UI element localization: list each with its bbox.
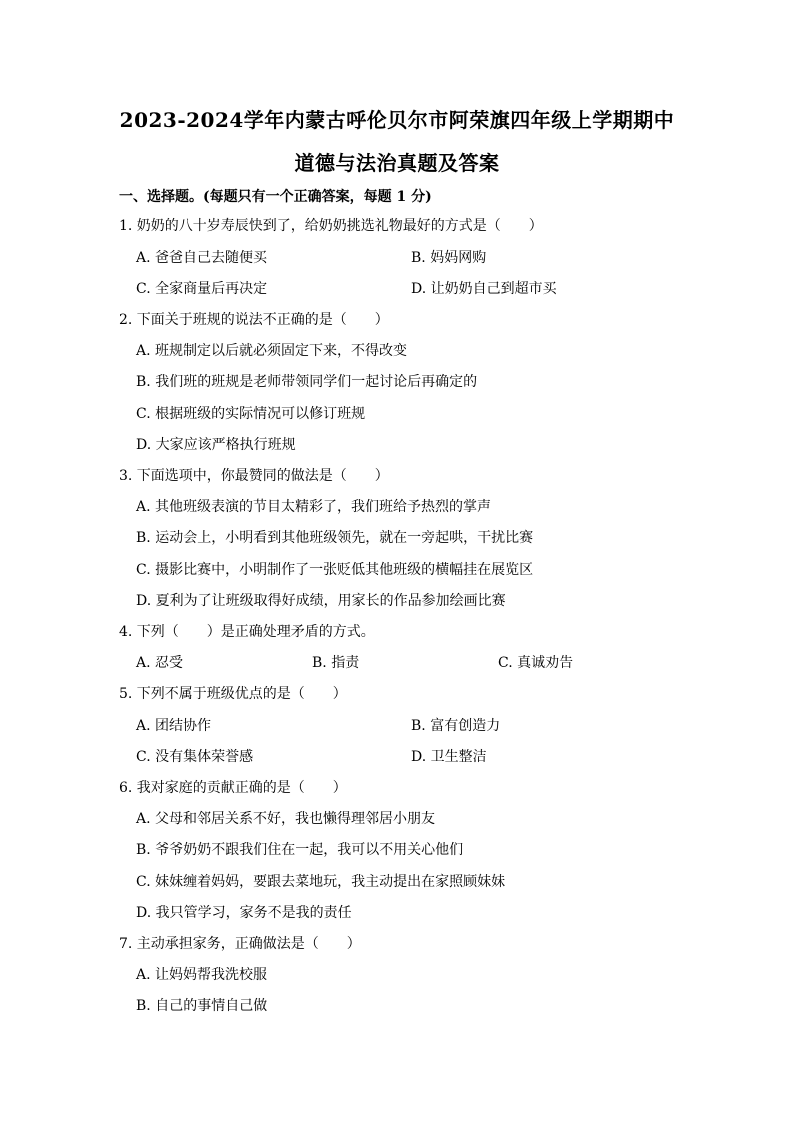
- question-stem: 2. 下面关于班规的说法不正确的是（ ）: [119, 312, 389, 328]
- question-option: C. 真诚劝告: [498, 655, 574, 671]
- question-option: B. 自己的事情自己做: [136, 998, 268, 1014]
- question-stem: 1. 奶奶的八十岁寿辰快到了，给奶奶挑选礼物最好的方式是（ ）: [119, 218, 543, 234]
- question-option: A. 爸爸自己去随便买: [136, 250, 268, 266]
- question-option: B. 指责: [312, 655, 360, 671]
- question-stem: 3. 下面选项中，你最赞同的做法是（ ）: [119, 468, 389, 484]
- question-stem: 5. 下列不属于班级优点的是（ ）: [119, 686, 347, 702]
- question-option: B. 妈妈网购: [411, 250, 487, 266]
- question-option: B. 富有创造力: [411, 718, 501, 734]
- question-option: A. 班规制定以后就必须固定下来，不得改变: [136, 343, 408, 359]
- question-stem: 7. 主动承担家务，正确做法是（ ）: [119, 936, 361, 952]
- question-option: C. 没有集体荣誉感: [136, 749, 254, 765]
- question-option: B. 爷爷奶奶不跟我们住在一起，我可以不用关心他们: [136, 842, 464, 858]
- question-option: D. 我只管学习，家务不是我的责任: [136, 905, 352, 921]
- document-title-line-1: 2023-2024学年内蒙古呼伦贝尔市阿荣旗四年级上学期期中: [119, 108, 675, 132]
- question-option: B. 我们班的班规是老师带领同学们一起讨论后再确定的: [136, 374, 478, 390]
- question-option: A. 忍受: [136, 655, 184, 671]
- question-option: C. 根据班级的实际情况可以修订班规: [136, 406, 366, 422]
- question-option: A. 团结协作: [136, 718, 212, 734]
- question-option: D. 卫生整洁: [411, 749, 487, 765]
- question-option: C. 妹妹缠着妈妈，要跟去菜地玩，我主动提出在家照顾妹妹: [136, 874, 506, 890]
- question-option: D. 夏利为了让班级取得好成绩，用家长的作品参加绘画比赛: [136, 593, 506, 609]
- question-option: D. 大家应该严格执行班规: [136, 437, 296, 453]
- question-option: D. 让奶奶自己到超市买: [411, 281, 557, 297]
- question-option: C. 摄影比赛中，小明制作了一张贬低其他班级的横幅挂在展览区: [136, 562, 534, 578]
- question-option: B. 运动会上，小明看到其他班级领先，就在一旁起哄，干扰比赛: [136, 530, 534, 546]
- document-title-line-2: 道德与法治真题及答案: [294, 151, 500, 175]
- question-option: A. 父母和邻居关系不好，我也懒得理邻居小朋友: [136, 811, 436, 827]
- question-stem: 4. 下列（ ）是正确处理矛盾的方式。: [119, 624, 375, 640]
- question-stem: 6. 我对家庭的贡献正确的是（ ）: [119, 780, 347, 796]
- question-option: A. 其他班级表演的节目太精彩了，我们班给予热烈的掌声: [136, 499, 492, 515]
- section-heading: 一、选择题。(每题只有一个正确答案，每题 1 分): [119, 189, 432, 205]
- question-option: A. 让妈妈帮我洗校服: [136, 967, 268, 983]
- question-option: C. 全家商量后再决定: [136, 281, 268, 297]
